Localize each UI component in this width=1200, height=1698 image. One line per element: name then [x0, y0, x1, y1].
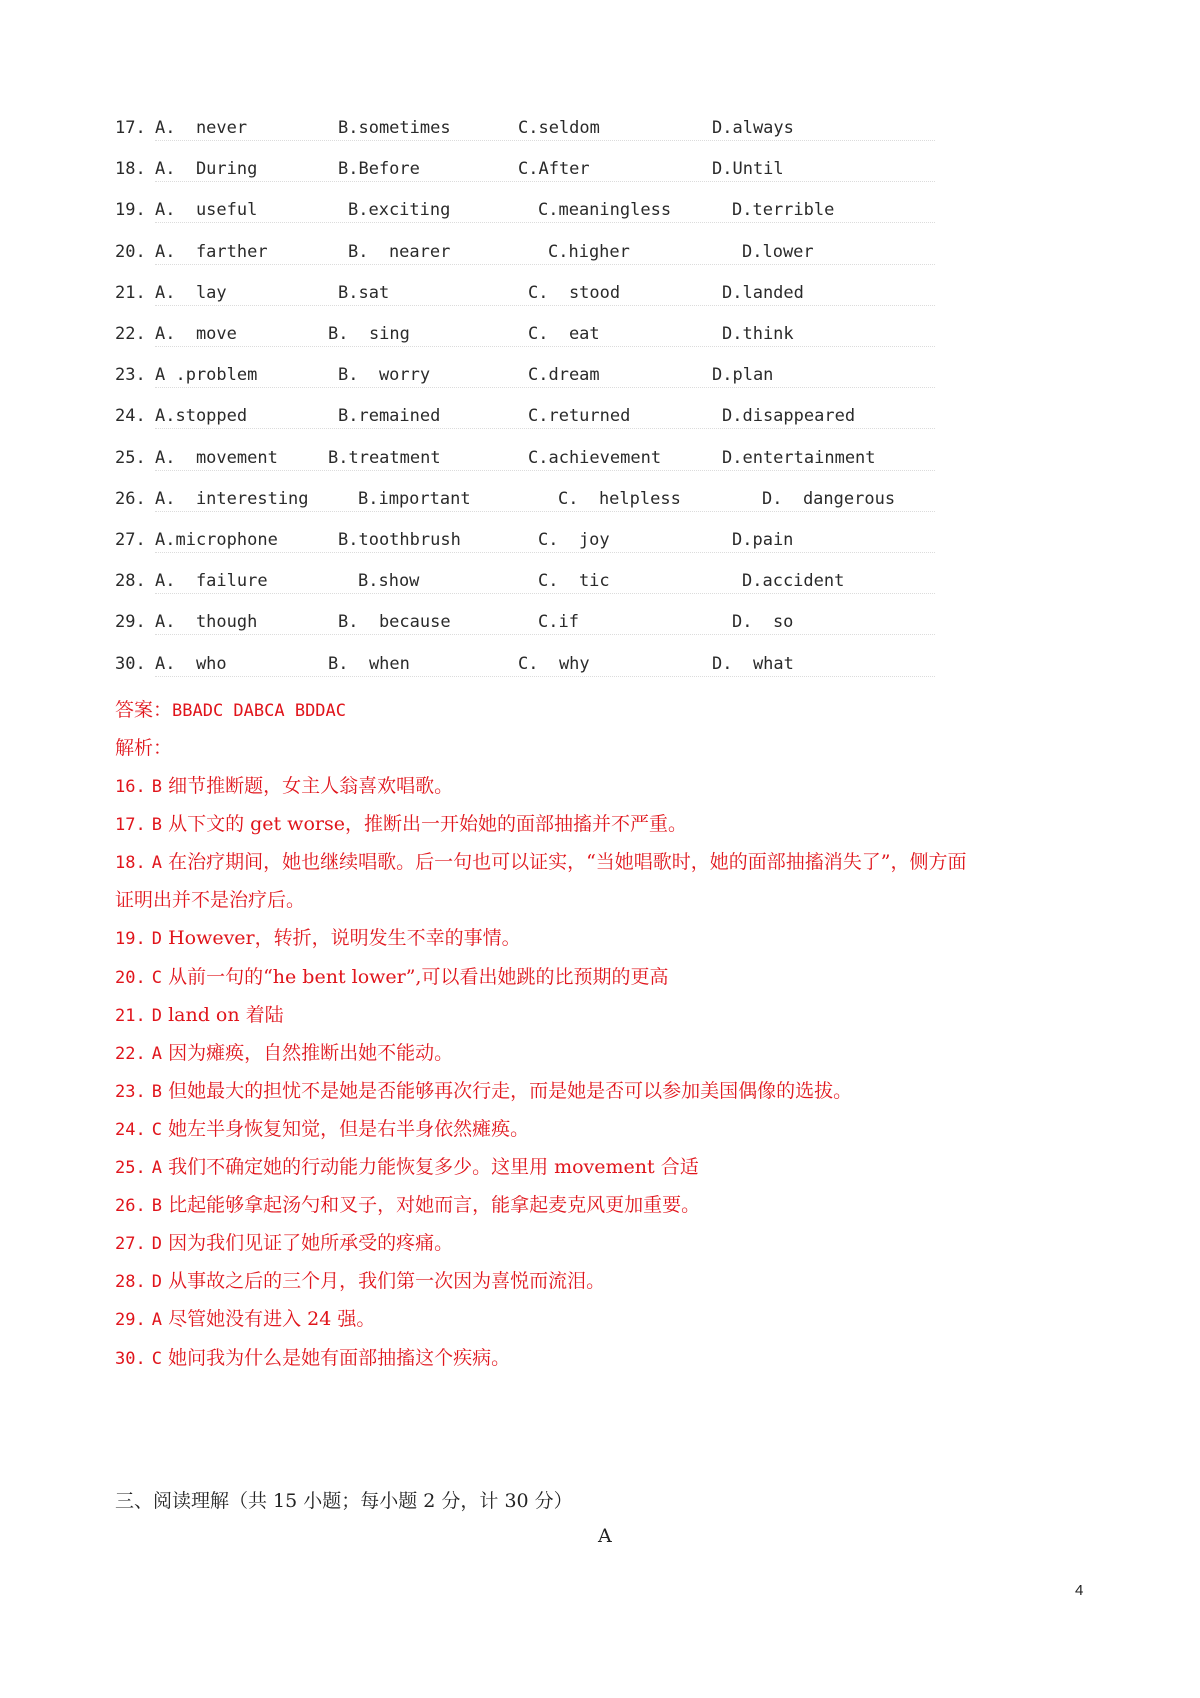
- question-number: 22.: [115, 324, 146, 344]
- option-a: A. interesting: [155, 488, 309, 509]
- option-a: A. lay: [155, 282, 227, 303]
- explanation-text: 尽管她没有进入 24 强。: [168, 1308, 376, 1331]
- option-a: A.microphone: [155, 530, 278, 550]
- explanation-answer-letter: C: [151, 967, 163, 988]
- explanation-line: [115, 1000, 284, 1031]
- option-c: C.higher: [548, 241, 630, 262]
- explanation-answer-letter: A: [151, 1310, 163, 1331]
- explanation-answer-letter: A: [151, 1158, 163, 1178]
- explanation-line: [115, 1076, 852, 1107]
- option-c: C. helpless: [558, 488, 681, 509]
- question-number: 21.: [115, 282, 146, 303]
- explanation-answer-letter: B: [151, 777, 163, 797]
- option-b: B. when: [328, 653, 410, 674]
- option-d: D. so: [732, 612, 794, 633]
- question-row: [115, 566, 955, 596]
- explanation-number: 27.: [115, 1234, 146, 1255]
- option-d: D.always: [712, 118, 794, 138]
- option-b: B.sat: [338, 282, 390, 303]
- option-c: C. eat: [528, 324, 600, 344]
- option-d: D.accident: [742, 571, 845, 592]
- option-a: A. though: [155, 612, 258, 633]
- explanation-line: [115, 1190, 700, 1221]
- explanation-text: 她左半身恢复知觉，但是右半身依然瘫痪。: [168, 1117, 530, 1140]
- question-number: 17.: [115, 118, 146, 138]
- explanation-number: 26.: [115, 1196, 146, 1217]
- option-b: B.remained: [338, 406, 441, 427]
- explanation-text: 因为我们见证了她所承受的疼痛。: [168, 1232, 454, 1255]
- explanation-answer-letter: D: [151, 929, 163, 950]
- explanation-number: 21.: [115, 1005, 146, 1026]
- explanation-line: [115, 1304, 375, 1335]
- explanation-number: 20.: [115, 967, 146, 988]
- explanation-text: However，转折，说明发生不幸的事情。: [168, 927, 521, 950]
- explanation-line: [115, 847, 967, 878]
- explanation-number: 18.: [115, 853, 146, 874]
- explanation-text: 因为瘫痪，自然推断出她不能动。: [168, 1041, 454, 1064]
- explanation-number: 25.: [115, 1158, 146, 1178]
- question-number: 25.: [115, 447, 146, 468]
- option-d: D.lower: [742, 241, 814, 262]
- option-b: B.treatment: [328, 447, 441, 468]
- dotted-guide-line: [155, 264, 935, 265]
- option-c: C.seldom: [518, 118, 600, 138]
- explanation-text: 证明出并不是治疗后。: [115, 889, 306, 912]
- option-d: D.disappeared: [722, 406, 856, 427]
- option-a: A. useful: [155, 200, 258, 221]
- answer-value: BBADC DABCA BDDAC: [172, 701, 347, 721]
- option-a: A. During: [155, 159, 258, 180]
- option-a: A. failure: [155, 571, 268, 592]
- explanation-line: [115, 885, 305, 916]
- option-a: A. farther: [155, 241, 268, 262]
- answer-label: 答案：: [115, 699, 173, 721]
- explanation-answer-letter: B: [151, 1196, 163, 1217]
- question-number: 20.: [115, 241, 146, 262]
- explanation-answer-letter: D: [151, 1272, 163, 1293]
- question-row: [115, 484, 955, 514]
- option-c: C. joy: [538, 530, 610, 550]
- question-number: 18.: [115, 159, 146, 180]
- question-number: 26.: [115, 488, 146, 509]
- explanation-text: 细节推断题，女主人翁喜欢唱歌。: [168, 775, 454, 797]
- option-d: D.think: [722, 324, 794, 344]
- explanation-answer-letter: B: [151, 1081, 163, 1102]
- option-d: D. dangerous: [762, 488, 896, 509]
- answer-line: [115, 695, 346, 726]
- question-row: [115, 607, 955, 637]
- explanation-number: 19.: [115, 929, 146, 950]
- option-b: B.exciting: [348, 200, 451, 221]
- option-d: D.landed: [722, 282, 804, 303]
- option-d: D. what: [712, 653, 794, 674]
- question-row: [115, 237, 955, 267]
- explanation-text: land on 着陆: [168, 1003, 284, 1026]
- option-c: C.meaningless: [538, 200, 672, 221]
- explanation-number: 29.: [115, 1310, 146, 1331]
- page-number: 4: [1075, 1582, 1084, 1599]
- analysis-label: 解析：: [115, 737, 173, 759]
- explanation-line: [115, 1228, 453, 1259]
- option-b: B.sometimes: [338, 118, 451, 138]
- passage-label: A: [598, 1525, 612, 1547]
- explanation-line: [115, 809, 687, 840]
- question-number: 19.: [115, 200, 146, 221]
- question-number: 23.: [115, 365, 146, 386]
- option-b: B. sing: [328, 324, 410, 344]
- explanation-text: 在治疗期间，她也继续唱歌。后一句也可以证实，“当她唱歌时，她的面部抽搐消失了”，侧方面: [168, 851, 967, 874]
- explanation-line: [115, 962, 668, 993]
- explanation-number: 30.: [115, 1348, 146, 1369]
- explanation-number: 16.: [115, 777, 146, 797]
- explanation-number: 23.: [115, 1081, 146, 1102]
- explanation-text: 从前一句的“he bent lower”,可以看出她跳的比预期的更高: [168, 965, 669, 988]
- explanation-number: 24.: [115, 1119, 146, 1140]
- option-b: B. worry: [338, 365, 431, 386]
- question-number: 30.: [115, 653, 146, 674]
- option-a: A. move: [155, 324, 237, 344]
- explanation-answer-letter: C: [151, 1119, 163, 1140]
- option-b: B.toothbrush: [338, 530, 461, 550]
- question-row: [115, 525, 955, 555]
- option-a: A .problem: [155, 365, 258, 386]
- option-c: C.dream: [528, 365, 600, 386]
- explanation-line: [115, 1152, 699, 1183]
- option-c: C.After: [518, 159, 590, 180]
- option-a: A. who: [155, 653, 227, 674]
- explanation-answer-letter: A: [151, 1043, 163, 1064]
- explanation-answer-letter: D: [151, 1234, 163, 1255]
- option-c: C. why: [518, 653, 590, 674]
- option-d: D.pain: [732, 530, 794, 550]
- option-c: C.returned: [528, 406, 631, 427]
- question-row: [115, 360, 955, 390]
- section-heading: 三、阅读理解（共 15 小题；每小题 2 分，计 30 分）: [115, 1490, 573, 1512]
- question-row: [115, 154, 955, 184]
- explanation-text: 比起能够拿起汤勺和叉子，对她而言，能拿起麦克风更加重要。: [168, 1194, 701, 1217]
- explanation-answer-letter: D: [151, 1005, 163, 1026]
- option-a: A.stopped: [155, 406, 248, 427]
- question-row: [115, 113, 955, 143]
- explanation-line: [115, 923, 521, 954]
- explanation-line: [115, 1266, 605, 1297]
- question-row: [115, 195, 955, 225]
- explanation-number: 28.: [115, 1272, 146, 1293]
- explanation-text: 从下文的 get worse，推断出一开始她的面部抽搐并不严重。: [168, 813, 687, 836]
- question-number: 29.: [115, 612, 146, 633]
- explanation-answer-letter: A: [151, 853, 163, 874]
- explanation-line: [115, 1114, 529, 1145]
- option-b: B.show: [358, 571, 420, 592]
- option-b: B. nearer: [348, 241, 451, 262]
- option-d: D.plan: [712, 365, 774, 386]
- explanation-number: 17.: [115, 815, 146, 836]
- explanation-answer-letter: C: [151, 1348, 163, 1369]
- option-c: C.if: [538, 612, 579, 633]
- question-row: [115, 319, 955, 349]
- question-row: [115, 443, 955, 473]
- option-d: D.Until: [712, 159, 784, 180]
- question-row: [115, 401, 955, 431]
- option-c: C.achievement: [528, 447, 662, 468]
- option-b: B. because: [338, 612, 451, 633]
- explanation-answer-letter: B: [151, 815, 163, 836]
- explanation-text: 我们不确定她的行动能力能恢复多少。这里用 movement 合适: [168, 1156, 699, 1178]
- explanation-line: [115, 1343, 510, 1374]
- option-a: A. movement: [155, 447, 278, 468]
- explanation-line: [115, 771, 453, 802]
- option-d: D.terrible: [732, 200, 835, 221]
- question-number: 27.: [115, 530, 146, 550]
- explanation-text: 从事故之后的三个月，我们第一次因为喜悦而流泪。: [168, 1270, 606, 1293]
- option-b: B.Before: [338, 159, 420, 180]
- question-row: [115, 649, 955, 679]
- explanation-text: 她问我为什么是她有面部抽搐这个疾病。: [168, 1346, 511, 1369]
- option-c: C. stood: [528, 282, 621, 303]
- question-row: [115, 278, 955, 308]
- option-c: C. tic: [538, 571, 610, 592]
- explanation-text: 但她最大的担忧不是她是否能够再次行走，而是她是否可以参加美国偶像的选拔。: [168, 1079, 853, 1102]
- question-number: 24.: [115, 406, 146, 427]
- explanation-line: [115, 1038, 453, 1069]
- explanation-number: 22.: [115, 1043, 146, 1064]
- option-a: A. never: [155, 118, 248, 138]
- option-d: D.entertainment: [722, 447, 876, 468]
- question-number: 28.: [115, 571, 146, 592]
- option-b: B.important: [358, 488, 471, 509]
